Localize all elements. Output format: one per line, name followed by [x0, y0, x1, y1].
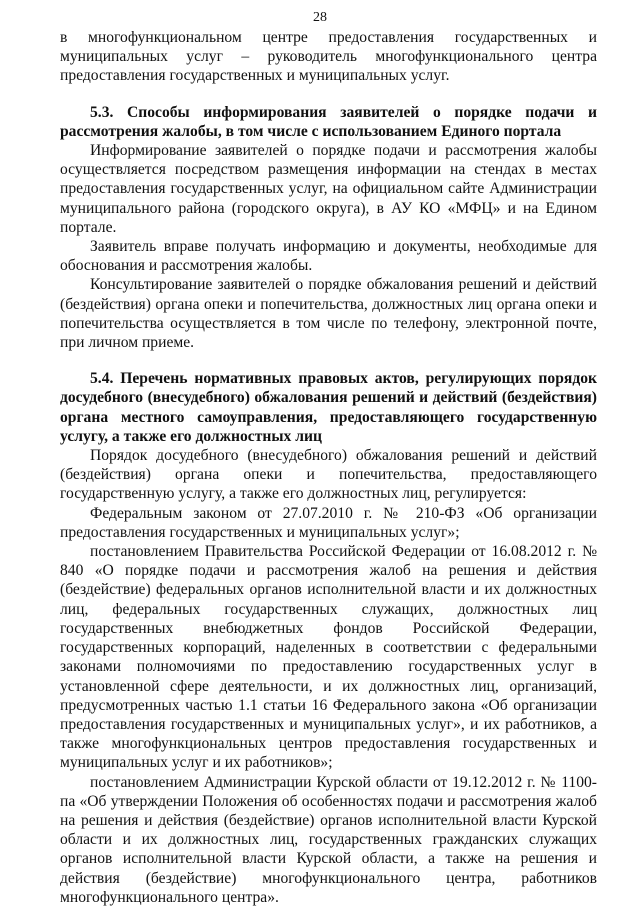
- spacer: [60, 86, 597, 103]
- paragraph: постановлением Администрации Курской области от 19.12.2012 г. № 1100-па «Об утверждении Положения об особенностях подачи и рассмотрения жалоб на решения и действия (бездействие) органов исполнительной власти Курской области и их должностных лиц, государственных гражданских служащих органов исполнительной власти Курской области, а также на решения и действия (бездействие) многофункционального центра, работников многофункционального центра».: [60, 773, 597, 906]
- section-heading-5-3: 5.3. Способы информирования заявителей о порядке подачи и рассмотрения жалобы, в том числе с использованием Единого портала: [60, 103, 597, 140]
- paragraph: Федеральным законом от 27.07.2010 г. № 210-ФЗ «Об организации предоставления государственных и муниципальных услуг»;: [60, 504, 597, 541]
- paragraph: Заявитель вправе получать информацию и документы, необходимые для обоснования и рассмотрения жалобы.: [60, 238, 597, 275]
- paragraph: Информирование заявителей о порядке подачи и рассмотрения жалобы осуществляется посредством размещения информации на стендах в местах предоставления государственных услуг, на официальном сайте Администрации муниципального района (городского округа), в АУ КО «МФЦ» и на Едином портале.: [60, 142, 597, 236]
- spacer: [60, 352, 597, 369]
- paragraph: Консультирование заявителей о порядке обжалования решений и действий (бездействия) органа опеки и попечительства, должностных лиц органа опеки и попечительства осуществляется в том числе по телефону, электронной почте, при личном приеме.: [60, 276, 597, 352]
- page-number: 28: [313, 10, 327, 25]
- paragraph: постановлением Правительства Российской Федерации от 16.08.2012 г. № 840 «О порядке подачи и рассмотрения жалоб на решения и действия (бездействие) федеральных органов исполнительной власти и их должностных лиц, федеральных государственных служащих, должностных лиц государственных внебюджетных фондов Российской Федерации, государственных корпораций, наделенных в соответствии с федеральными законами полномочиями по предоставлению государственных услуг в установленной сфере деятельности, и их должностных лиц, организаций, предусмотренных частью 1.1 статьи 16 Федерального закона «Об организации предоставления государственных и муниципальных услуг», и их работников, а также многофункциональных центров предоставления государственных и муниципальных услуг и их работников»;: [60, 543, 597, 772]
- paragraph: Порядок досудебного (внесудебного) обжалования решений и действий (бездействия) органа опеки и попечительства, предоставляющего государственную услугу, а также его должностных лиц, регулируется:: [60, 447, 597, 503]
- section-heading-5-4: 5.4. Перечень нормативных правовых актов, регулирующих порядок досудебного (внесудебного) обжалования решений и действий (бездействия) органа местного самоуправления, предоставляющего государственную услугу, а также его должностных лиц: [60, 370, 597, 445]
- paragraph-continuation: в многофункциональном центре предоставления государственных и муниципальных услуг – руководитель многофункционального центра предоставления государственных и муниципальных услуг.: [60, 29, 597, 85]
- document-body: [60, 28, 597, 907]
